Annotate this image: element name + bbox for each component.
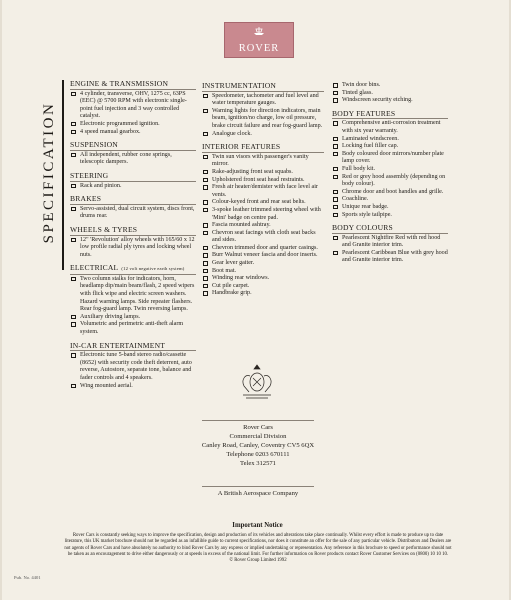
publication-number: Pub. No. 4401 [14,575,41,580]
checkbox-icon [333,167,338,172]
address-block [198,418,318,468]
checkbox-icon [71,130,76,135]
spec-item [70,352,196,382]
rover-logo [224,22,294,58]
checkbox-icon [71,322,76,327]
spec-item-text: Locking fuel filler cap. [342,143,399,150]
spec-item-text: Burr Walnut veneer fascia and door inserts. [212,252,318,259]
spec-item [202,275,324,283]
spec-item [70,206,196,221]
spec-item-text: Gear lever gaiter. [212,260,255,267]
spec-item-text: Chevron trimmed door and quarter casings. [212,244,318,251]
spec-item-text: Cut pile carpet. [212,282,250,289]
section-heading-text: ELECTRICAL [70,263,119,273]
checkbox-icon [203,170,208,175]
body-sections [332,110,448,265]
spec-item [332,189,448,197]
spec-item-text: Twin door bins. [342,82,381,88]
spec-item [70,152,196,167]
spec-item [202,268,324,276]
section-heading: BODY FEATURES [332,110,448,120]
spec-item-text: Warning lights for direction indicators, main beam, ignition/no charge, low oil pressure, brake circuit failure and rear fog-guard lamp. [212,107,323,129]
spec-item [202,108,324,131]
section-heading: INTERIOR FEATURES [202,143,324,153]
spec-item-text: Fresh air heater/demister with face level air vents. [212,184,318,198]
spec-item-text: Full body kit. [342,165,376,172]
checkbox-icon [333,144,338,149]
spec-item-text: Twin sun visors with passenger's vanity mirror. [212,153,309,168]
spec-column-3 [332,82,448,265]
spec-item-text: Speedometer, tachometer and fuel level and water temperature gauges. [212,92,319,107]
spec-item [70,237,196,260]
spec-item [202,93,324,108]
spec-item-text: Volumetric and perimetric anti-theft alarm system. [80,321,184,336]
checkbox-icon [71,384,76,389]
checkbox-icon [203,276,208,281]
spec-item-text: Winding rear windows. [212,275,270,282]
checkbox-icon [333,175,338,180]
section-heading: BODY COLOURS [332,224,448,234]
spec-item-text: Handbrake grip. [212,290,252,297]
aerospace-line: A British Aerospace Company [217,490,299,497]
checkbox-icon [333,98,338,103]
spec-item [70,91,196,121]
spec-item [70,321,196,336]
spec-item [332,166,448,174]
spec-item-text: Chevron seat facings with cloth seat backs and sides. [212,229,316,244]
checkbox-icon [333,91,338,96]
checkbox-icon [71,238,76,243]
spec-item-text: Sports style tailpipe. [342,211,392,218]
spec-item [202,252,324,260]
spec-item-text: Wing mounted aerial. [80,382,133,389]
spec-item [70,183,196,191]
section-heading: BRAKES [70,195,196,205]
spec-item [202,207,324,222]
spec-item [332,90,448,98]
spec-item [70,276,196,314]
checkbox-icon [71,92,76,97]
spec-item-text: 4 cylinder, transverse, OHV, 1275 cc, 63PS (EEC) @ 5700 RPM with electronic single-point fuel injection and 3 way controlled catalyst. [80,90,187,120]
spec-item-text: Pearlescent Caribbean Blue with grey hood and Granite interior trim. [342,249,448,264]
spec-item-text: Unique rear badge. [342,203,389,210]
spec-item-text: Auxiliary driving lamps. [80,313,141,320]
section-heading: INSTRUMENTATION [202,82,324,92]
checkbox-icon [333,190,338,195]
notice-text [64,533,452,564]
spec-item-text: All independent, rubber cone springs, telescopic dampers. [80,151,172,166]
spec-item [70,121,196,129]
spec-item-text: 4 speed manual gearbox. [80,128,141,135]
spec-item-text: Laminated windscreen. [342,135,399,142]
spec-item-text: Pearlescent Nightfire Red with red hood and Granite interior trim. [342,234,441,249]
spec-item-text: Comprehensive anti-corrosion treatment with six year warranty. [342,120,441,134]
checkbox-icon [71,315,76,320]
checkbox-icon [71,122,76,127]
spec-item-text: Servo-assisted, dual circuit system, discs front, drums rear. [80,205,195,220]
spec-column-2 [202,82,324,298]
checkbox-icon [333,251,338,256]
checkbox-icon [203,253,208,258]
spec-item-text: Electronic programmed ignition. [80,120,160,127]
spec-item [332,120,448,135]
spec-item [202,283,324,291]
checkbox-icon [333,121,338,126]
spec-item [70,383,196,391]
notice-title: Important Notice [232,522,283,529]
spec-item-text: Rack and pinion. [80,182,122,189]
checkbox-icon [333,236,338,241]
spec-item [332,204,448,212]
spec-item [332,196,448,204]
section-heading: IN-CAR ENTERTAINMENT [70,342,196,352]
checkbox-icon [71,353,76,358]
checkbox-icon [71,153,76,158]
checkbox-icon [71,184,76,189]
spec-item [202,154,324,169]
spec-item-text: 3-spoke leather trimmed steering wheel with 'Mini' badge on centre pad. [212,206,321,221]
address-line-4: Telephone 0203 670111 [226,451,290,458]
address-line-2: Commercial Division [229,433,287,440]
checkbox-icon [203,94,208,99]
spec-item [202,199,324,207]
spec-item-text: Coachline. [342,196,369,203]
spec-column-1 [70,80,196,390]
checkbox-icon [333,137,338,142]
spec-item [202,131,324,139]
spec-item-text: Windscreen security etching. [342,97,413,104]
interior-continued [332,82,448,105]
side-title [38,80,60,265]
spec-item [332,97,448,105]
brand-name: ROVER [238,43,280,54]
spec-item-text: Rake-adjusting front seat squabs. [212,168,293,175]
spec-item [202,177,324,185]
viking-ship-icon [253,26,265,36]
checkbox-icon [333,83,338,88]
spec-item-text: Tinted glass. [342,89,373,96]
spec-item [332,174,448,189]
checkbox-icon [203,109,208,114]
checkbox-icon [333,205,338,210]
copyright: © Rover Group Limited 1992 [229,558,287,564]
checkbox-icon [203,284,208,289]
checkbox-icon [203,269,208,274]
address-line-3: Canley Road, Canley, Coventry CV5 6QX [201,442,315,449]
spec-item [332,250,448,265]
checkbox-icon [203,208,208,213]
section-heading: STEERING [70,172,196,182]
checkbox-icon [203,155,208,160]
checkbox-icon [71,277,76,282]
notice-body: Rover Cars is constantly seeking ways to improve the specification, design and production of its vehicles and alterations take place continually. Whilst every effort is made to produce up to date literature, this UK market brochure should not be regarded as an infallible guide to current specifications, nor does it constitute an offer for the sale of any particular vehicle. Distributors and Dealers are not agents of Rover Cars and have absolutely no authority to bind Rover Cars by any express or implied undertaking or representation. Any reference in this brochure to speed or performance should not be taken as an encouragement to drive either dangerously or at speeds in excess of the national limit. For further information on Rover products contact Rover Customer Services on (0800) 10 10 10. [64,533,452,557]
spec-item [70,129,196,137]
checkbox-icon [203,223,208,228]
section-heading: ENGINE & TRANSMISSION [70,80,196,90]
spec-item-text: Boot mat. [212,267,237,274]
checkbox-icon [203,185,208,190]
checkbox-icon [203,261,208,266]
spec-item-text: Upholstered front seat head restraints. [212,176,305,183]
spec-item-text: Red or grey hood assembly (depending on body colour). [342,173,446,188]
spec-item [332,212,448,220]
checkbox-icon [203,178,208,183]
address-line-5: Telex 312571 [240,460,276,467]
aerospace-rule [202,486,314,487]
checkbox-icon [203,291,208,296]
spec-item [332,82,448,90]
spec-item-text: Two column stalks for indicators, horn, headlamp dip/main beam/flash, 2 speed wipers with flick wipe and electric screen washers. Hazard warning lamps. Side repeater flashers. Rear fog-guard lamp. Twin reversing lamps. [80,275,195,313]
spec-item [202,169,324,177]
side-rule [62,80,64,270]
checkbox-icon [71,207,76,212]
spec-item-text: 12" 'Revolution' alloy wheels with 165/60 x 12 low profile radial ply tyres and locking wheel nuts. [80,236,195,258]
checkbox-icon [333,152,338,157]
spec-item [202,290,324,298]
royal-warrant-crest-icon [234,362,280,404]
checkbox-icon [203,246,208,251]
address-line-1: Rover Cars [243,424,273,431]
spec-item-text: Chrome door and boot handles and grille. [342,188,444,195]
spec-item [202,260,324,268]
spec-item [332,235,448,250]
section-heading-note: (12 volt negative earth system) [121,266,185,272]
spec-item [332,151,448,166]
spec-item [202,184,324,199]
checkbox-icon [203,132,208,137]
checkbox-icon [333,213,338,218]
spec-item [202,230,324,245]
checkbox-icon [203,200,208,205]
checkbox-icon [203,231,208,236]
address-rule-top [202,420,314,421]
spec-item [332,143,448,151]
checkbox-icon [333,197,338,202]
spec-item-text: Colour-keyed front and rear seat belts. [212,199,306,206]
section-heading: SUSPENSION [70,141,196,151]
spec-item-text: Body coloured door mirrors/number plate lamp cover. [342,150,444,165]
section-heading: WHEELS & TYRES [70,226,196,236]
side-title-text: SPECIFICATION [41,101,57,244]
spec-item [202,222,324,230]
spec-item-text: Fascia mounted ashtray. [212,222,271,229]
spec-item-text: Electronic tune 5-band stereo radio/cassette (8652) with security code theft deterrent, auto reverse, Autostore, separate tone, balance and fader controls and 4 speakers. [80,352,192,381]
spec-item-text: Analogue clock. [212,130,252,137]
section-heading [70,264,196,275]
